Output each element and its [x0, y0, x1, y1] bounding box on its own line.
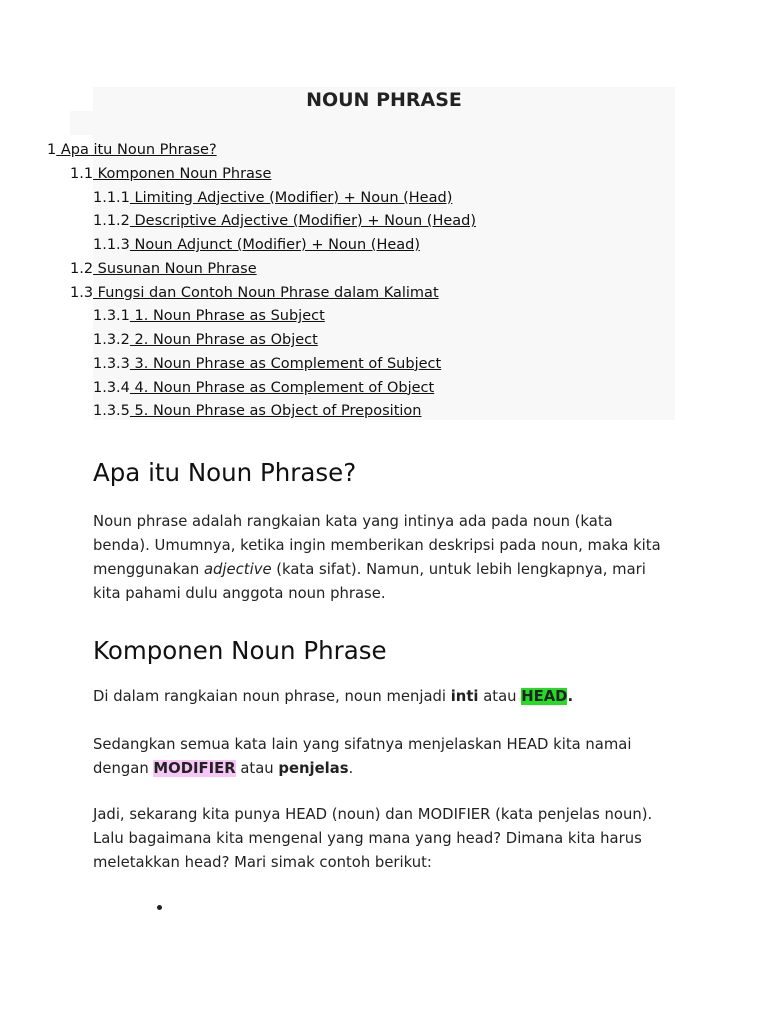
bold-inti: inti	[450, 688, 479, 705]
toc-link-number: 1.3	[70, 284, 94, 301]
toc-link[interactable]	[47, 140, 217, 160]
emphasis-adjective: adjective	[203, 561, 272, 578]
text: Sedangkan semua kata lain yang sifatnya menjelaskan HEAD kita namai dengan	[93, 736, 632, 777]
text: (kata sifat). Namun, untuk lebih lengkapnya, mari kita pahami dulu anggota noun phrase.	[93, 561, 646, 602]
toc-link[interactable]	[93, 211, 476, 231]
toc-link-number: 1.3.1	[93, 308, 130, 325]
toc-link-number: 1.1.2	[93, 213, 130, 230]
toc-box-notch	[70, 111, 94, 135]
toc-link[interactable]	[70, 164, 271, 184]
bold-penjelas: penjelas	[278, 760, 349, 777]
toc-link-number: 1.3.4	[93, 379, 130, 396]
toc-link[interactable]	[93, 378, 434, 398]
text: atau	[478, 688, 522, 705]
paragraph-head	[93, 685, 673, 709]
toc-link-label: Descriptive Adjective (Modifier) + Noun (Head)	[129, 213, 477, 230]
toc-link-label: 4. Noun Phrase as Complement of Object	[129, 379, 435, 396]
text: Di dalam rangkaian noun phrase, noun menjadi	[93, 688, 451, 705]
toc-link-label: Apa itu Noun Phrase?	[56, 142, 217, 158]
toc-link-label: Fungsi dan Contoh Noun Phrase dalam Kalimat	[93, 284, 439, 301]
text: .	[567, 688, 574, 705]
toc-link-number: 1.3.2	[93, 332, 130, 348]
toc-title: NOUN PHRASE	[306, 89, 462, 111]
toc-link-label: Noun Adjunct (Modifier) + Noun (Head)	[129, 237, 421, 253]
toc-link-number: 1.1	[70, 165, 94, 182]
text: .	[348, 760, 354, 777]
toc-link-label: 5. Noun Phrase as Object of Preposition	[129, 403, 422, 420]
heading-apa-itu-noun-phrase: Apa itu Noun Phrase?	[93, 458, 357, 487]
heading-komponen-noun-phrase: Komponen Noun Phrase	[93, 636, 387, 665]
toc-link-label: 2. Noun Phrase as Object	[129, 332, 318, 348]
toc-link[interactable]	[70, 259, 257, 279]
toc-link[interactable]	[93, 235, 420, 255]
toc-link-label: 3. Noun Phrase as Complement of Subject	[129, 355, 442, 372]
toc-link-label: Limiting Adjective (Modifier) + Noun (Head)	[129, 189, 453, 206]
toc-link-number: 1.1.1	[93, 189, 130, 206]
toc-link-label: Susunan Noun Phrase	[93, 260, 257, 277]
toc-link[interactable]	[93, 401, 422, 421]
toc-link-number: 1.3.5	[93, 403, 130, 420]
toc-link[interactable]	[93, 188, 452, 208]
paragraph-definition	[93, 510, 673, 606]
toc-link-number: 1.2	[70, 260, 94, 277]
highlight-modifier: MODIFIER	[153, 760, 236, 777]
paragraph-modifier	[93, 733, 673, 781]
list-bullet	[157, 905, 162, 910]
text: atau	[235, 760, 279, 777]
toc-link[interactable]	[70, 283, 439, 303]
highlight-head: HEAD	[521, 688, 568, 705]
toc-link-label: 1. Noun Phrase as Subject	[129, 308, 325, 325]
toc-link[interactable]	[93, 330, 318, 350]
paragraph-examples-intro: Jadi, sekarang kita punya HEAD (noun) dan MODIFIER (kata penjelas noun). Lalu bagaimana kita mengenal yang mana yang head? Dimana kita harus meletakkan head? Mari simak contoh berikut:	[93, 806, 653, 871]
toc-link-number: 1.1.3	[93, 237, 130, 253]
toc-link-label: Komponen Noun Phrase	[93, 165, 272, 182]
toc-link-number: 1.3.3	[93, 355, 130, 372]
text: Noun phrase adalah rangkaian kata yang intinya ada pada noun (kata benda). Umumnya, ketika ingin memberikan deskripsi pada noun, maka kita menggunakan	[93, 513, 661, 578]
toc-link-number: 1	[47, 142, 57, 158]
toc-link[interactable]	[93, 354, 441, 374]
toc-link[interactable]	[93, 306, 325, 326]
